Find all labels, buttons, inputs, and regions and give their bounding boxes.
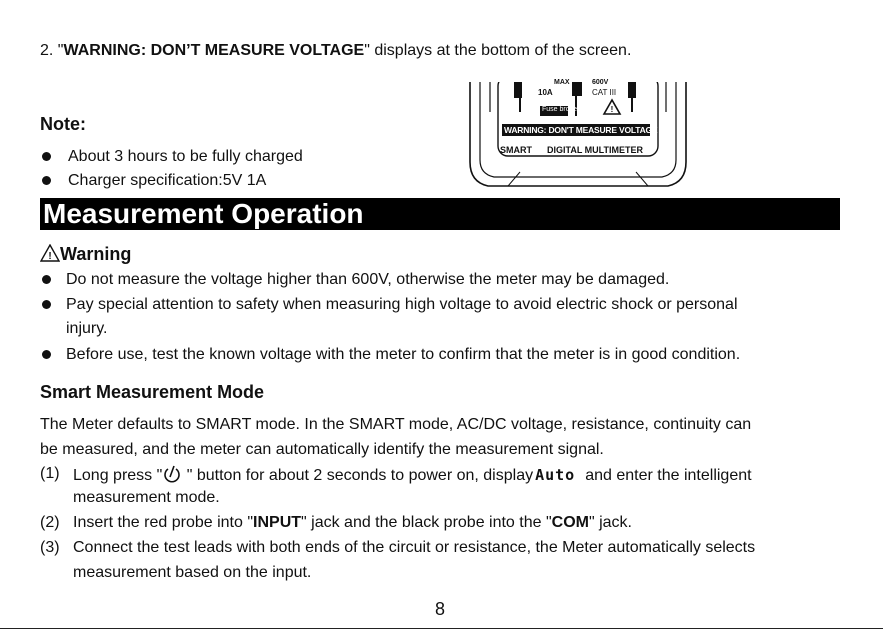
warning-item: Do not measure the voltage higher than 600V, otherwise the meter may be damaged. — [66, 271, 670, 288]
warning-item: Pay special attention to safety when measuring high voltage to avoid electric shock or personal — [66, 296, 738, 313]
warning-item: Before use, test the known voltage with the meter to confirm that the meter is in good condition. — [66, 346, 741, 363]
warning-triangle-icon — [40, 244, 60, 262]
input-jack-label: INPUT — [253, 514, 302, 531]
quote-open: " — [57, 42, 64, 59]
power-button-icon — [162, 465, 182, 483]
warning-title: Warning — [60, 244, 132, 264]
step-3-line-2: measurement based on the input. — [73, 564, 312, 581]
step-number: (2) — [40, 514, 60, 531]
voltage-rating-label: 600V — [592, 79, 609, 86]
step-2-text-b: " jack and the black probe into the " — [301, 514, 552, 531]
bullet-icon — [42, 300, 51, 309]
com-jack-label: COM — [551, 514, 589, 531]
current-rating-label: 10A — [538, 88, 553, 97]
step-1-text-b: " button for about 2 seconds to power on, display — [182, 467, 534, 484]
step-1-line-2: measurement mode. — [73, 489, 220, 506]
lcd-warning-text: WARNING: DON'T MEASURE VOLTAGE — [504, 125, 658, 135]
step-1-text-a: Long press " — [73, 467, 163, 484]
section-title: Measurement Operation — [43, 198, 364, 229]
step-1-line — [73, 465, 752, 485]
multimeter-illustration — [468, 79, 688, 192]
step-2-text-c: " jack. — [588, 514, 632, 531]
fuse-label: Fuse broken — [542, 106, 581, 113]
brand-left-label: SMART — [500, 145, 532, 155]
brand-right-label: DIGITAL MULTIMETER — [547, 145, 643, 155]
step-number: (1) — [40, 465, 60, 482]
bullet-icon — [42, 350, 51, 359]
multimeter-drawing — [468, 82, 688, 192]
step-number: 2. — [40, 42, 54, 59]
intro-line — [40, 42, 631, 60]
page-number: 8 — [435, 599, 446, 619]
section-title-bar — [40, 198, 840, 230]
svg-text:!: ! — [48, 251, 52, 262]
warning-heading — [40, 244, 131, 265]
category-label: CAT III — [592, 88, 617, 97]
bullet-icon — [42, 275, 51, 284]
quote-close: " — [364, 42, 370, 59]
auto-display-text: Auto — [535, 466, 576, 484]
warning-message-text: WARNING: DON’T MEASURE VOLTAGE — [63, 42, 365, 59]
smart-mode-intro-line: be measured, and the meter can automatically identify the measurement signal. — [40, 441, 604, 458]
page-bottom-rule — [0, 628, 883, 629]
step-2-text-a: Insert the red probe into " — [73, 514, 254, 531]
warning-item-continuation: injury. — [66, 320, 108, 337]
bullet-icon — [42, 176, 51, 185]
step-1-text-c: and enter the intelligent — [585, 467, 752, 484]
step-number: (3) — [40, 539, 60, 556]
max-label: MAX — [554, 79, 570, 86]
bullet-icon — [42, 152, 51, 161]
step-3-line: Connect the test leads with both ends of the circuit or resistance, the Meter automatically selects — [73, 539, 756, 556]
intro-rest: displays at the bottom of the screen. — [369, 42, 632, 59]
svg-text:!: ! — [610, 105, 614, 114]
note-item: About 3 hours to be fully charged — [68, 148, 303, 165]
step-2-line — [73, 514, 632, 532]
note-item: Charger specification:5V 1A — [68, 172, 267, 189]
smart-mode-title: Smart Measurement Mode — [40, 382, 265, 402]
smart-mode-intro-line: The Meter defaults to SMART mode. In the SMART mode, AC/DC voltage, resistance, continuity can — [40, 416, 752, 433]
note-title: Note: — [40, 114, 86, 134]
